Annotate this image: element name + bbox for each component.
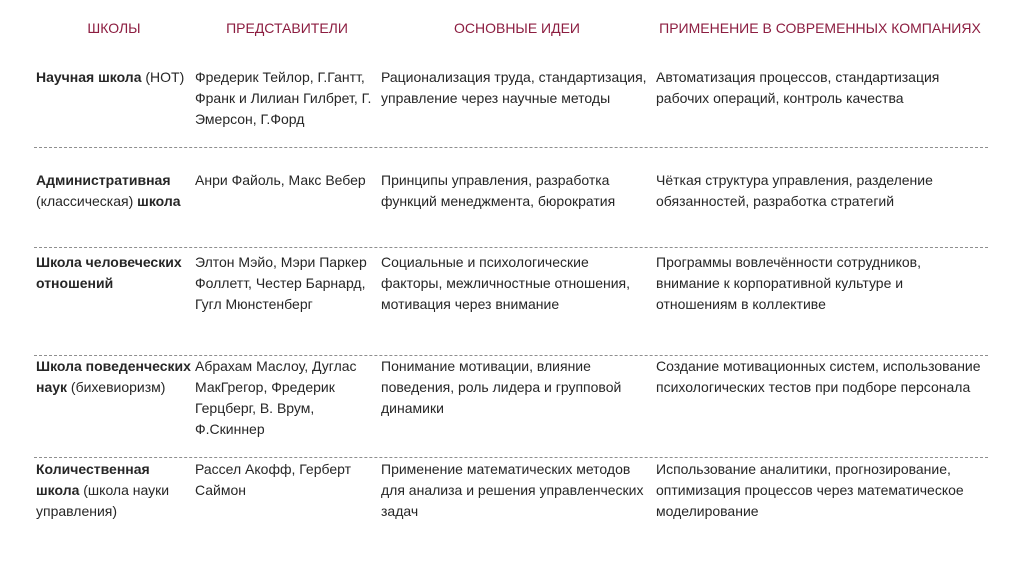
ideas-cell: Рационализация труда, стандартизация, управление через научные методы xyxy=(381,69,647,106)
school-name-suffix: школа xyxy=(137,193,181,209)
school-name: Административная xyxy=(36,172,171,188)
school-name: Научная школа xyxy=(36,69,142,85)
ideas-cell: Понимание мотивации, влияние поведения, роль лидера и групповой динамики xyxy=(381,358,622,416)
representatives-cell: Фредерик Тейлор, Г.Гантт, Франк и Лилиан Гилбрет, Г. Эмерсон, Г.Форд xyxy=(195,69,372,127)
ideas-cell: Принципы управления, разработка функций менеджмента, бюрократия xyxy=(381,172,616,209)
application-cell: Использование аналитики, прогнозирование, оптимизация процессов через математическое моделирование xyxy=(656,461,964,519)
row-divider xyxy=(34,457,988,458)
school-cell xyxy=(36,356,196,398)
header-representatives: ПРЕДСТАВИТЕЛИ xyxy=(226,20,348,36)
school-note: (бихевиоризм) xyxy=(67,379,166,395)
school-cell xyxy=(36,67,196,88)
school-cell xyxy=(36,170,196,212)
representatives-cell: Анри Файоль, Макс Вебер xyxy=(195,172,366,188)
representatives-cell: Рассел Акофф, Герберт Саймон xyxy=(195,461,352,498)
header-schools: ШКОЛЫ xyxy=(87,20,141,36)
header-application: ПРИМЕНЕНИЕ В СОВРЕМЕННЫХ КОМПАНИЯХ xyxy=(659,20,981,36)
ideas-cell: Социальные и психологические факторы, межличностные отношения, мотивация через внимание xyxy=(381,254,631,312)
application-cell: Программы вовлечённости сотрудников, внимание к корпоративной культуре и отношениям в коллективе xyxy=(656,254,921,312)
school-note: (НОТ) xyxy=(141,69,185,85)
ideas-cell: Применение математических методов для анализа и решения управленческих задач xyxy=(381,461,644,519)
application-cell: Создание мотивационных систем, использование психологических тестов при подборе персонала xyxy=(656,358,981,395)
school-name: Школа поведенческих наук xyxy=(36,358,191,395)
header-ideas: ОСНОВНЫЕ ИДЕИ xyxy=(453,20,580,36)
row-divider xyxy=(34,247,988,248)
school-name: Количественная школа xyxy=(36,461,150,498)
row-divider xyxy=(34,147,988,148)
school-note: (классическая) xyxy=(36,193,138,209)
representatives-cell: Элтон Мэйо, Мэри Паркер Фоллетт, Честер Барнард, Гугл Мюнстенберг xyxy=(195,254,367,312)
school-name: Школа человеческих отношений xyxy=(36,254,182,291)
application-cell: Чёткая структура управления, разделение обязанностей, разработка стратегий xyxy=(656,172,933,209)
application-cell: Автоматизация процессов, стандартизация рабочих операций, контроль качества xyxy=(656,69,940,106)
representatives-cell: Абрахам Маслоу, Дуглас МакГрегор, Фредерик Герцберг, В. Врум, Ф.Скиннер xyxy=(195,358,357,437)
school-cell xyxy=(36,459,196,522)
school-cell xyxy=(36,252,196,294)
school-note: (школа науки управления) xyxy=(36,482,170,519)
